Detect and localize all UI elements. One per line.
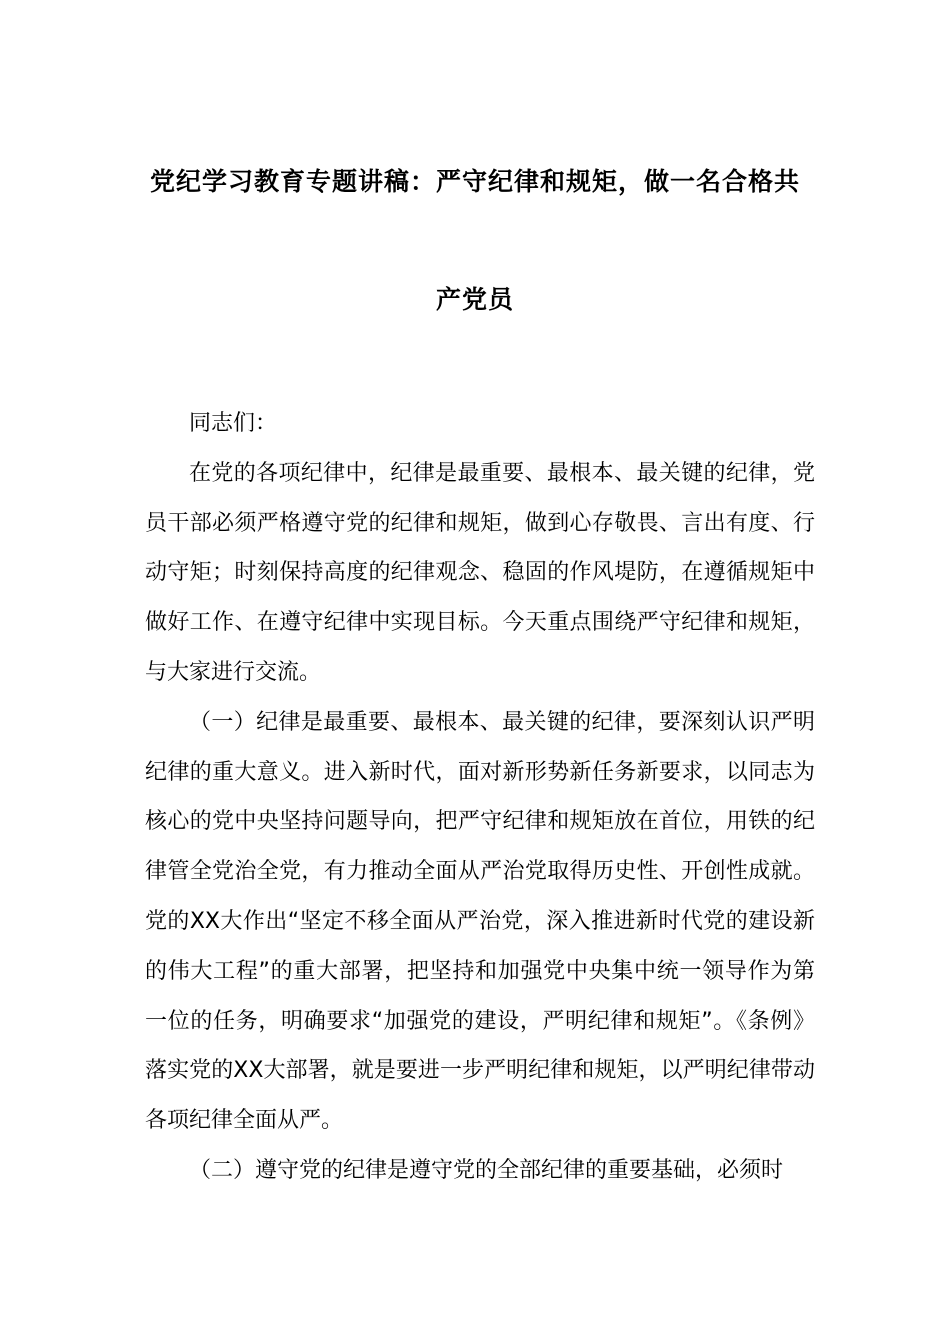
paragraph-intro: 在党的各项纪律中，纪律是最重要、最根本、最关键的纪律，党员干部必须严格遵守党的纪律和规矩，做到心存敬畏、言出有度、行动守矩；时刻保持高度的纪律观念、稳固的作风堤防，在遵循规矩中做好工作、在遵守纪律中实现目标。今天重点围绕严守纪律和规矩，与大家进行交流。 [145, 460, 815, 685]
paragraph-section-2: （二）遵守党的纪律是遵守党的全部纪律的重要基础，必须时 [189, 1157, 784, 1183]
paragraph-section-1: （一）纪律是最重要、最根本、最关键的纪律，要深刻认识严明纪律的重大意义。进入新时代，面对新形势新任务新要求，以同志为核心的党中央坚持问题导向，把严守纪律和规矩放在首位，用铁的纪律管全党治全党，有力推动全面从严治党取得历史性、开创性成就。党的XX大作出“坚定不移全面从严治党，深入推进新时代党的建设新的伟大工程”的重大部署，把坚持和加强党中央集中统一领导作为第一位的任务，明确要求“加强党的建设，严明纪律和规矩”。《条例》落实党的XX大部署，就是要进一步严明纪律和规矩，以严明纪律带动各项纪律全面从严。 [145, 709, 815, 1134]
salutation: 同志们： [189, 411, 278, 436]
document-title-line-2: 产党员 [435, 285, 514, 314]
document-body [145, 399, 815, 1196]
document-title-line-1: 党纪学习教育专题讲稿：严守纪律和规矩，做一名合格共 [149, 167, 800, 196]
